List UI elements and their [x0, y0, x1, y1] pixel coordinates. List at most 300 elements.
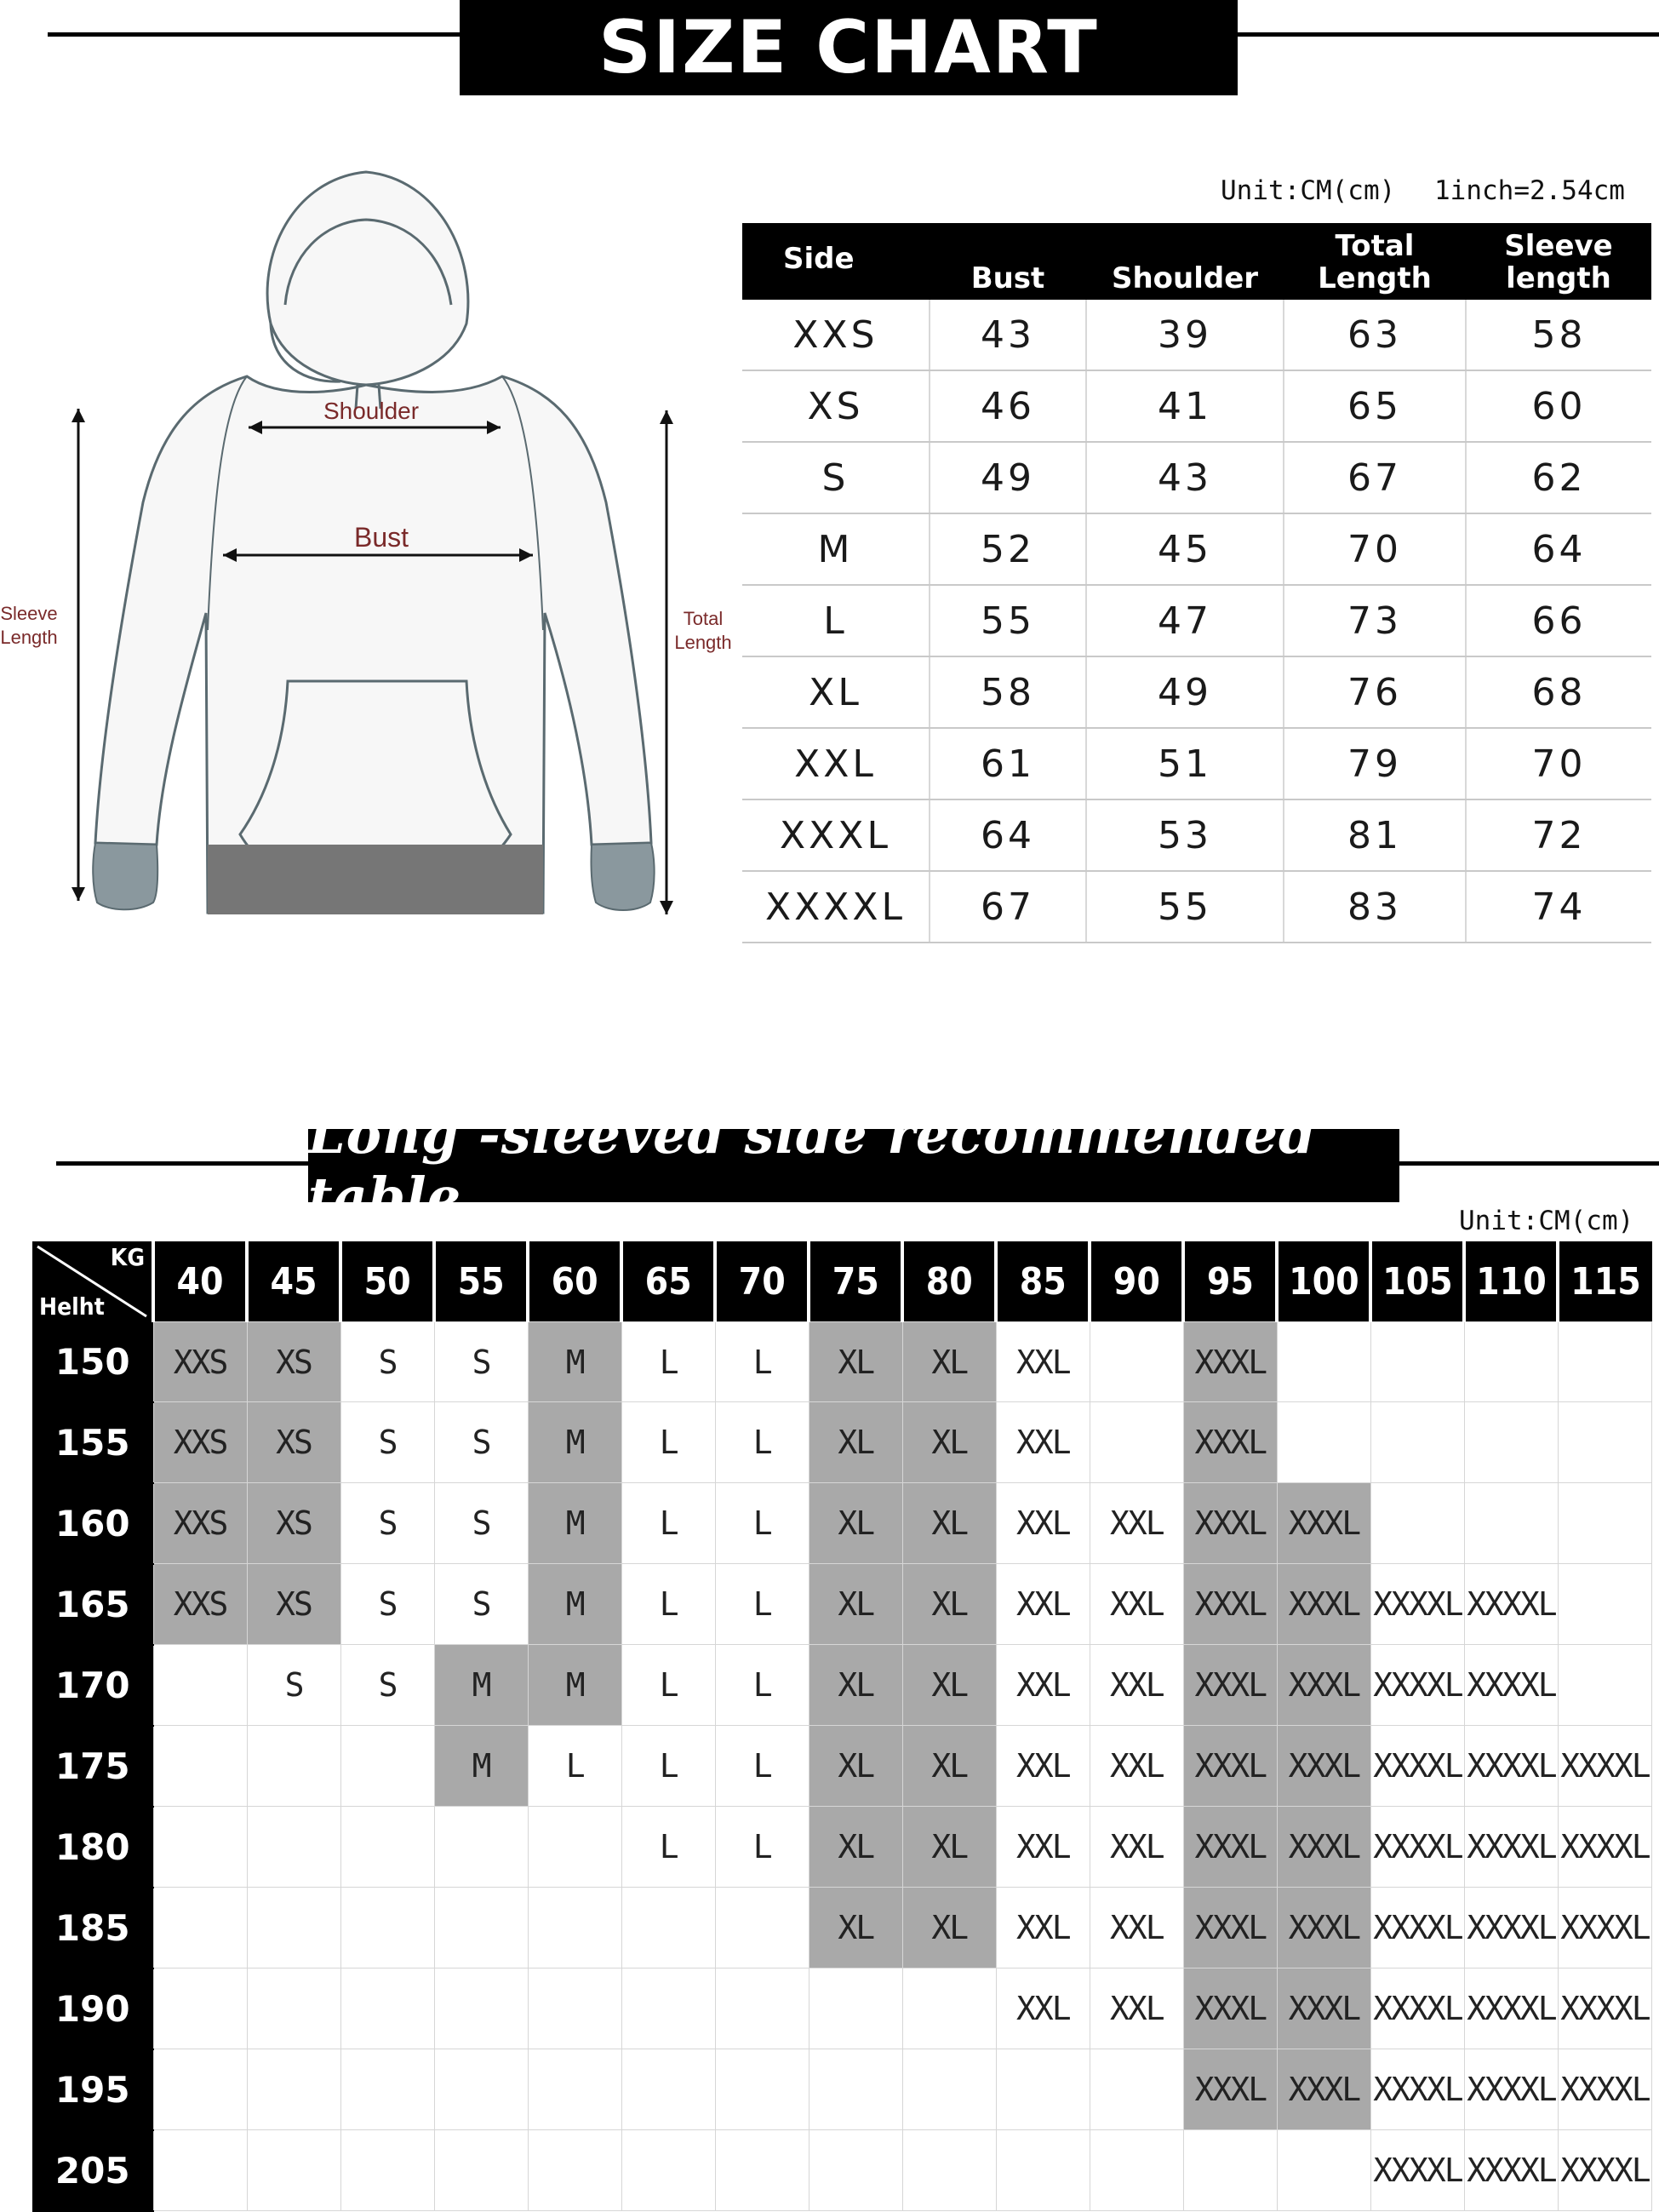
- size-recommendation-cell: [1183, 2130, 1277, 2211]
- weight-header: 80: [902, 1241, 996, 1322]
- size-cell-sleeve-length: 68: [1466, 656, 1651, 728]
- size-row: [742, 370, 1651, 442]
- weight-header: 105: [1370, 1241, 1464, 1322]
- size-recommendation-cell: XXXXL: [1370, 1968, 1464, 2049]
- sleeve-label-line2: Length: [0, 627, 58, 648]
- total-label-line1: Total: [683, 608, 724, 629]
- size-recommendation-cell: L: [715, 1645, 809, 1726]
- size-cell-bust: 52: [930, 513, 1086, 585]
- weight-header: 70: [715, 1241, 809, 1322]
- size-recommendation-cell: [434, 2130, 528, 2211]
- size-recommendation-cell: [1558, 1322, 1651, 1402]
- height-row: [32, 1402, 1652, 1483]
- height-header: 155: [32, 1402, 153, 1483]
- size-cell-bust: 43: [930, 300, 1086, 370]
- page-title: SIZE CHART: [460, 0, 1238, 95]
- sleeve-label-line1: Sleeve: [0, 603, 58, 624]
- size-recommendation-cell: XXXXL: [1558, 1888, 1651, 1968]
- size-recommendation-cell: XXXXL: [1370, 2049, 1464, 2130]
- size-recommendation-cell: S: [340, 1402, 434, 1483]
- size-cell-sleeve-length: 62: [1466, 442, 1651, 513]
- size-recommendation-cell: [902, 1968, 996, 2049]
- recommend-unit-note: Unit:CM(cm): [1459, 1206, 1634, 1236]
- size-recommendation-cell: XXL: [1090, 1564, 1183, 1645]
- size-recommendation-cell: [715, 2130, 809, 2211]
- size-recommendation-cell: XXL: [996, 1807, 1090, 1888]
- size-recommendation-cell: XXL: [1090, 1888, 1183, 1968]
- height-row: [32, 1322, 1652, 1402]
- cuff-left: [93, 843, 157, 909]
- height-header: 195: [32, 2049, 153, 2130]
- size-cell-side: XXXL: [742, 799, 930, 871]
- size-recommendation-cell: S: [434, 1564, 528, 1645]
- size-cell-side: XXS: [742, 300, 930, 370]
- title-rule-left: [48, 32, 460, 37]
- size-recommendation-cell: XXL: [996, 1483, 1090, 1564]
- weight-header: 50: [340, 1241, 434, 1322]
- size-recommendation-cell: S: [434, 1402, 528, 1483]
- size-recommendation-cell: [340, 1888, 434, 1968]
- size-cell-shoulder: 41: [1086, 370, 1284, 442]
- height-header: 185: [32, 1888, 153, 1968]
- size-cell-total-length: 83: [1284, 871, 1466, 943]
- size-cell-sleeve-length: 60: [1466, 370, 1651, 442]
- size-recommendation-cell: XL: [902, 1888, 996, 1968]
- size-recommendation-cell: S: [340, 1322, 434, 1402]
- size-row: [742, 799, 1651, 871]
- height-row: [32, 2130, 1652, 2211]
- size-recommendation-cell: L: [621, 1402, 715, 1483]
- weight-header: 75: [809, 1241, 902, 1322]
- size-recommendation-cell: M: [528, 1564, 621, 1645]
- size-cell-shoulder: 39: [1086, 300, 1284, 370]
- size-cell-sleeve-length: 58: [1466, 300, 1651, 370]
- col-shoulder: Shoulder: [1086, 223, 1284, 300]
- size-recommendation-cell: XXS: [153, 1402, 247, 1483]
- hood-outline: [267, 172, 468, 385]
- size-recommendation-cell: XL: [809, 1726, 902, 1807]
- size-recommendation-cell: XXL: [996, 1968, 1090, 2049]
- size-recommendation-cell: XXXXL: [1464, 1564, 1558, 1645]
- size-recommendation-cell: [247, 1726, 340, 1807]
- size-cell-bust: 58: [930, 656, 1086, 728]
- size-recommendation-cell: M: [528, 1483, 621, 1564]
- size-recommendation-cell: XXXL: [1183, 1645, 1277, 1726]
- size-cell-sleeve-length: 74: [1466, 871, 1651, 943]
- height-row: [32, 1645, 1652, 1726]
- size-recommendation-cell: XXXL: [1277, 1807, 1370, 1888]
- size-cell-side: XS: [742, 370, 930, 442]
- size-recommendation-cell: XXXXL: [1370, 1645, 1464, 1726]
- size-recommendation-cell: M: [434, 1726, 528, 1807]
- size-recommendation-cell: L: [715, 1483, 809, 1564]
- size-recommendation-cell: L: [621, 1807, 715, 1888]
- size-cell-total-length: 63: [1284, 300, 1466, 370]
- size-recommendation-cell: XXXL: [1277, 1968, 1370, 2049]
- size-unit-note: Unit:CM(cm): [1221, 175, 1396, 206]
- size-recommendation-cell: XL: [809, 1807, 902, 1888]
- size-recommendation-cell: XL: [809, 1645, 902, 1726]
- size-recommendation-cell: [1464, 1483, 1558, 1564]
- size-cell-total-length: 79: [1284, 728, 1466, 799]
- size-recommendation-cell: XXXL: [1183, 1888, 1277, 1968]
- size-cell-side: XL: [742, 656, 930, 728]
- size-recommendation-cell: [340, 1807, 434, 1888]
- size-recommendation-cell: XXXXL: [1370, 1726, 1464, 1807]
- size-cell-shoulder: 51: [1086, 728, 1284, 799]
- size-recommendation-cell: [621, 1888, 715, 1968]
- size-recommendation-cell: [902, 2049, 996, 2130]
- col-sleeve-length: Sleeve length: [1466, 223, 1651, 300]
- size-recommendation-cell: [528, 1888, 621, 1968]
- size-recommendation-cell: [902, 2130, 996, 2211]
- size-recommendation-cell: [528, 1968, 621, 2049]
- size-recommendation-cell: XXXL: [1183, 1807, 1277, 1888]
- size-recommendation-cell: [247, 1968, 340, 2049]
- col-total-length: Total Length: [1284, 223, 1466, 300]
- size-recommendation-cell: S: [247, 1645, 340, 1726]
- size-recommendation-cell: [340, 2130, 434, 2211]
- size-recommendation-cell: XS: [247, 1564, 340, 1645]
- size-recommendation-cell: [528, 2130, 621, 2211]
- size-recommendation-cell: [340, 1726, 434, 1807]
- size-cell-sleeve-length: 72: [1466, 799, 1651, 871]
- size-recommendation-cell: [715, 1888, 809, 1968]
- size-recommendation-cell: XXXXL: [1464, 1968, 1558, 2049]
- height-row: [32, 1807, 1652, 1888]
- size-recommendation-cell: L: [715, 1807, 809, 1888]
- height-header: 160: [32, 1483, 153, 1564]
- size-recommendation-cell: XXXXL: [1464, 1807, 1558, 1888]
- height-row: [32, 1968, 1652, 2049]
- size-recommendation-cell: L: [715, 1322, 809, 1402]
- size-recommendation-cell: XXXL: [1183, 1564, 1277, 1645]
- size-recommendation-cell: S: [434, 1322, 528, 1402]
- size-chart-table: [742, 223, 1651, 943]
- size-recommendation-cell: XXXXL: [1464, 2130, 1558, 2211]
- size-cell-side: S: [742, 442, 930, 513]
- size-row: [742, 585, 1651, 656]
- size-recommendation-cell: [247, 1807, 340, 1888]
- size-recommendation-cell: XXXL: [1277, 2049, 1370, 2130]
- size-recommendation-cell: [1090, 1402, 1183, 1483]
- size-recommendation-cell: [434, 2049, 528, 2130]
- size-recommendation-cell: XXXXL: [1370, 1888, 1464, 1968]
- size-recommendation-cell: XL: [809, 1402, 902, 1483]
- size-recommendation-cell: L: [528, 1726, 621, 1807]
- size-recommendation-cell: M: [528, 1402, 621, 1483]
- size-recommendation-cell: [809, 1968, 902, 2049]
- size-cell-side: M: [742, 513, 930, 585]
- height-label: Helht: [39, 1292, 105, 1321]
- size-recommendation-cell: [247, 1888, 340, 1968]
- size-recommendation-cell: XXL: [996, 1645, 1090, 1726]
- size-recommendation-cell: S: [340, 1483, 434, 1564]
- size-recommendation-cell: XXXL: [1277, 1888, 1370, 1968]
- size-recommendation-cell: [1370, 1402, 1464, 1483]
- weight-header: 45: [247, 1241, 340, 1322]
- size-cell-total-length: 70: [1284, 513, 1466, 585]
- size-recommendation-cell: XXXL: [1183, 1322, 1277, 1402]
- weight-header: 55: [434, 1241, 528, 1322]
- size-recommendation-cell: [1558, 1564, 1651, 1645]
- size-recommendation-cell: XXL: [1090, 1645, 1183, 1726]
- size-recommendation-cell: XXXXL: [1464, 1726, 1558, 1807]
- size-recommendation-cell: [434, 1888, 528, 1968]
- recommend-table: [32, 1241, 1652, 2212]
- weight-header: 60: [528, 1241, 621, 1322]
- size-recommendation-cell: [340, 2049, 434, 2130]
- size-recommendation-cell: XXXXL: [1558, 1726, 1651, 1807]
- size-recommendation-cell: [715, 2049, 809, 2130]
- size-recommendation-cell: [434, 1807, 528, 1888]
- size-recommendation-cell: XL: [902, 1322, 996, 1402]
- size-recommendation-cell: M: [528, 1322, 621, 1402]
- weight-header-row: [32, 1241, 1652, 1322]
- height-row: [32, 1564, 1652, 1645]
- size-cell-side: XXL: [742, 728, 930, 799]
- height-header: 190: [32, 1968, 153, 2049]
- bust-label: Bust: [353, 522, 409, 553]
- size-recommendation-cell: [153, 1726, 247, 1807]
- size-cell-sleeve-length: 66: [1466, 585, 1651, 656]
- size-cell-total-length: 76: [1284, 656, 1466, 728]
- size-recommendation-cell: XL: [902, 1726, 996, 1807]
- size-recommendation-cell: [153, 1888, 247, 1968]
- size-recommendation-cell: M: [528, 1645, 621, 1726]
- height-row: [32, 1888, 1652, 1968]
- size-recommendation-cell: XXL: [996, 1322, 1090, 1402]
- size-recommendation-cell: XXS: [153, 1483, 247, 1564]
- size-recommendation-cell: XXXL: [1277, 1726, 1370, 1807]
- total-label-line2: Length: [674, 632, 732, 653]
- size-recommendation-cell: [1558, 1645, 1651, 1726]
- weight-header: 65: [621, 1241, 715, 1322]
- size-row: [742, 871, 1651, 943]
- size-recommendation-cell: [809, 2049, 902, 2130]
- weight-header: 90: [1090, 1241, 1183, 1322]
- size-row: [742, 442, 1651, 513]
- size-recommendation-cell: [1464, 1402, 1558, 1483]
- size-recommendation-cell: S: [434, 1483, 528, 1564]
- size-recommendation-cell: XL: [809, 1322, 902, 1402]
- size-recommendation-cell: L: [715, 1402, 809, 1483]
- size-cell-total-length: 67: [1284, 442, 1466, 513]
- size-row: [742, 656, 1651, 728]
- size-recommendation-cell: [996, 2130, 1090, 2211]
- size-recommendation-cell: [621, 1968, 715, 2049]
- title-rule-right: [1238, 32, 1659, 37]
- size-row: [742, 728, 1651, 799]
- size-recommendation-cell: XXXL: [1277, 1483, 1370, 1564]
- height-header: 150: [32, 1322, 153, 1402]
- size-cell-side: XXXXL: [742, 871, 930, 943]
- size-recommendation-cell: [434, 1968, 528, 2049]
- size-recommendation-cell: [1558, 1483, 1651, 1564]
- size-cell-shoulder: 55: [1086, 871, 1284, 943]
- weight-header: 100: [1277, 1241, 1370, 1322]
- height-row: [32, 2049, 1652, 2130]
- weight-header: 85: [996, 1241, 1090, 1322]
- sleeve-arrowhead-top: [72, 409, 85, 422]
- weight-header: 110: [1464, 1241, 1558, 1322]
- size-recommendation-cell: [621, 2049, 715, 2130]
- size-recommendation-cell: XXL: [1090, 1726, 1183, 1807]
- size-recommendation-cell: XXXL: [1183, 1402, 1277, 1483]
- kg-label: KG: [110, 1243, 145, 1271]
- size-recommendation-cell: XS: [247, 1483, 340, 1564]
- rec-rule-right: [1399, 1161, 1659, 1166]
- size-cell-shoulder: 47: [1086, 585, 1284, 656]
- weight-header: 40: [153, 1241, 247, 1322]
- size-recommendation-cell: XXXL: [1183, 2049, 1277, 2130]
- size-recommendation-cell: XXL: [1090, 1807, 1183, 1888]
- size-recommendation-cell: [528, 2049, 621, 2130]
- size-recommendation-cell: XXXL: [1183, 1483, 1277, 1564]
- weight-header: 115: [1558, 1241, 1651, 1322]
- size-recommendation-cell: XXL: [1090, 1968, 1183, 2049]
- height-header: 175: [32, 1726, 153, 1807]
- size-recommendation-cell: XXXL: [1183, 1968, 1277, 2049]
- size-cell-bust: 67: [930, 871, 1086, 943]
- table-corner: [32, 1241, 153, 1322]
- size-cell-total-length: 81: [1284, 799, 1466, 871]
- shoulder-label: Shoulder: [323, 398, 420, 424]
- size-recommendation-cell: XXXXL: [1370, 1807, 1464, 1888]
- size-recommendation-cell: S: [340, 1645, 434, 1726]
- size-recommendation-cell: [1277, 2130, 1370, 2211]
- size-recommendation-cell: [1558, 1402, 1651, 1483]
- size-table-header: [742, 223, 1651, 300]
- size-recommendation-cell: XXXXL: [1558, 2130, 1651, 2211]
- size-cell-bust: 46: [930, 370, 1086, 442]
- size-recommendation-cell: XXL: [996, 1888, 1090, 1968]
- size-recommendation-cell: XXXL: [1183, 1726, 1277, 1807]
- size-recommendation-cell: [1090, 1322, 1183, 1402]
- col-bust: Bust: [930, 223, 1086, 300]
- height-header: 170: [32, 1645, 153, 1726]
- size-recommendation-cell: XXL: [996, 1402, 1090, 1483]
- size-recommendation-cell: XXXL: [1277, 1645, 1370, 1726]
- height-row: [32, 1483, 1652, 1564]
- total-arrowhead-top: [660, 410, 673, 424]
- size-cell-shoulder: 53: [1086, 799, 1284, 871]
- size-recommendation-cell: XS: [247, 1322, 340, 1402]
- size-recommendation-cell: [1090, 2130, 1183, 2211]
- size-cell-total-length: 65: [1284, 370, 1466, 442]
- size-recommendation-cell: L: [621, 1564, 715, 1645]
- size-cell-shoulder: 45: [1086, 513, 1284, 585]
- size-recommendation-cell: [1277, 1322, 1370, 1402]
- size-recommendation-cell: L: [621, 1645, 715, 1726]
- size-recommendation-cell: [153, 2049, 247, 2130]
- size-recommendation-cell: XXXXL: [1464, 1645, 1558, 1726]
- height-row: [32, 1726, 1652, 1807]
- size-recommendation-cell: XL: [902, 1483, 996, 1564]
- size-recommendation-cell: XL: [809, 1483, 902, 1564]
- size-recommendation-cell: XXXXL: [1558, 1968, 1651, 2049]
- size-recommendation-cell: [153, 1645, 247, 1726]
- size-recommendation-cell: XXL: [1090, 1483, 1183, 1564]
- size-recommendation-cell: XL: [902, 1645, 996, 1726]
- size-recommendation-cell: [153, 1968, 247, 2049]
- size-recommendation-cell: [1090, 2049, 1183, 2130]
- size-cell-shoulder: 43: [1086, 442, 1284, 513]
- size-recommendation-cell: L: [715, 1726, 809, 1807]
- size-recommendation-cell: L: [715, 1564, 809, 1645]
- size-recommendation-cell: [621, 2130, 715, 2211]
- weight-header: 95: [1183, 1241, 1277, 1322]
- size-row: [742, 300, 1651, 370]
- size-recommendation-cell: XL: [902, 1807, 996, 1888]
- size-cell-bust: 64: [930, 799, 1086, 871]
- size-recommendation-cell: [1277, 1402, 1370, 1483]
- size-recommendation-cell: XXXXL: [1464, 1888, 1558, 1968]
- size-recommendation-cell: XL: [902, 1402, 996, 1483]
- size-recommendation-cell: S: [340, 1564, 434, 1645]
- size-row: [742, 513, 1651, 585]
- sleeve-arrowhead-bottom: [72, 887, 85, 901]
- size-recommendation-cell: [247, 2130, 340, 2211]
- size-recommendation-cell: XXXL: [1277, 1564, 1370, 1645]
- size-recommendation-cell: XXL: [996, 1726, 1090, 1807]
- size-recommendation-cell: [996, 2049, 1090, 2130]
- size-recommendation-cell: L: [621, 1322, 715, 1402]
- size-recommendation-cell: L: [621, 1726, 715, 1807]
- cuff-right: [592, 843, 655, 910]
- height-header: 205: [32, 2130, 153, 2211]
- size-recommendation-cell: [715, 1968, 809, 2049]
- size-recommendation-cell: [1370, 1322, 1464, 1402]
- size-recommendation-cell: XXXXL: [1558, 1807, 1651, 1888]
- size-recommendation-cell: XXS: [153, 1564, 247, 1645]
- height-header: 180: [32, 1807, 153, 1888]
- recommend-title: Long -sleeved side recommended table: [308, 1129, 1399, 1202]
- size-cell-sleeve-length: 70: [1466, 728, 1651, 799]
- size-recommendation-cell: XXXXL: [1464, 2049, 1558, 2130]
- size-cell-shoulder: 49: [1086, 656, 1284, 728]
- size-recommendation-cell: [528, 1807, 621, 1888]
- inch-conversion-note: 1inch=2.54cm: [1434, 175, 1625, 206]
- size-recommendation-cell: [247, 2049, 340, 2130]
- size-cell-sleeve-length: 64: [1466, 513, 1651, 585]
- col-side: Side: [742, 223, 930, 300]
- size-recommendation-cell: L: [621, 1483, 715, 1564]
- size-cell-bust: 55: [930, 585, 1086, 656]
- size-recommendation-cell: XXXXL: [1558, 2049, 1651, 2130]
- hoodie-diagram: [0, 153, 732, 937]
- size-recommendation-cell: [153, 1807, 247, 1888]
- total-arrowhead-bottom: [660, 901, 673, 914]
- size-recommendation-cell: XL: [809, 1564, 902, 1645]
- size-recommendation-cell: [153, 2130, 247, 2211]
- size-recommendation-cell: XL: [902, 1564, 996, 1645]
- size-recommendation-cell: [1370, 1483, 1464, 1564]
- size-recommendation-cell: XL: [809, 1888, 902, 1968]
- size-cell-total-length: 73: [1284, 585, 1466, 656]
- height-header: 165: [32, 1564, 153, 1645]
- size-recommendation-cell: XXL: [996, 1564, 1090, 1645]
- size-recommendation-cell: XXS: [153, 1322, 247, 1402]
- size-recommendation-cell: XXXXL: [1370, 1564, 1464, 1645]
- size-recommendation-cell: [340, 1968, 434, 2049]
- size-cell-bust: 49: [930, 442, 1086, 513]
- size-recommendation-cell: [809, 2130, 902, 2211]
- size-recommendation-cell: XXXXL: [1370, 2130, 1464, 2211]
- rec-rule-left: [56, 1161, 308, 1166]
- size-cell-bust: 61: [930, 728, 1086, 799]
- size-recommendation-cell: XS: [247, 1402, 340, 1483]
